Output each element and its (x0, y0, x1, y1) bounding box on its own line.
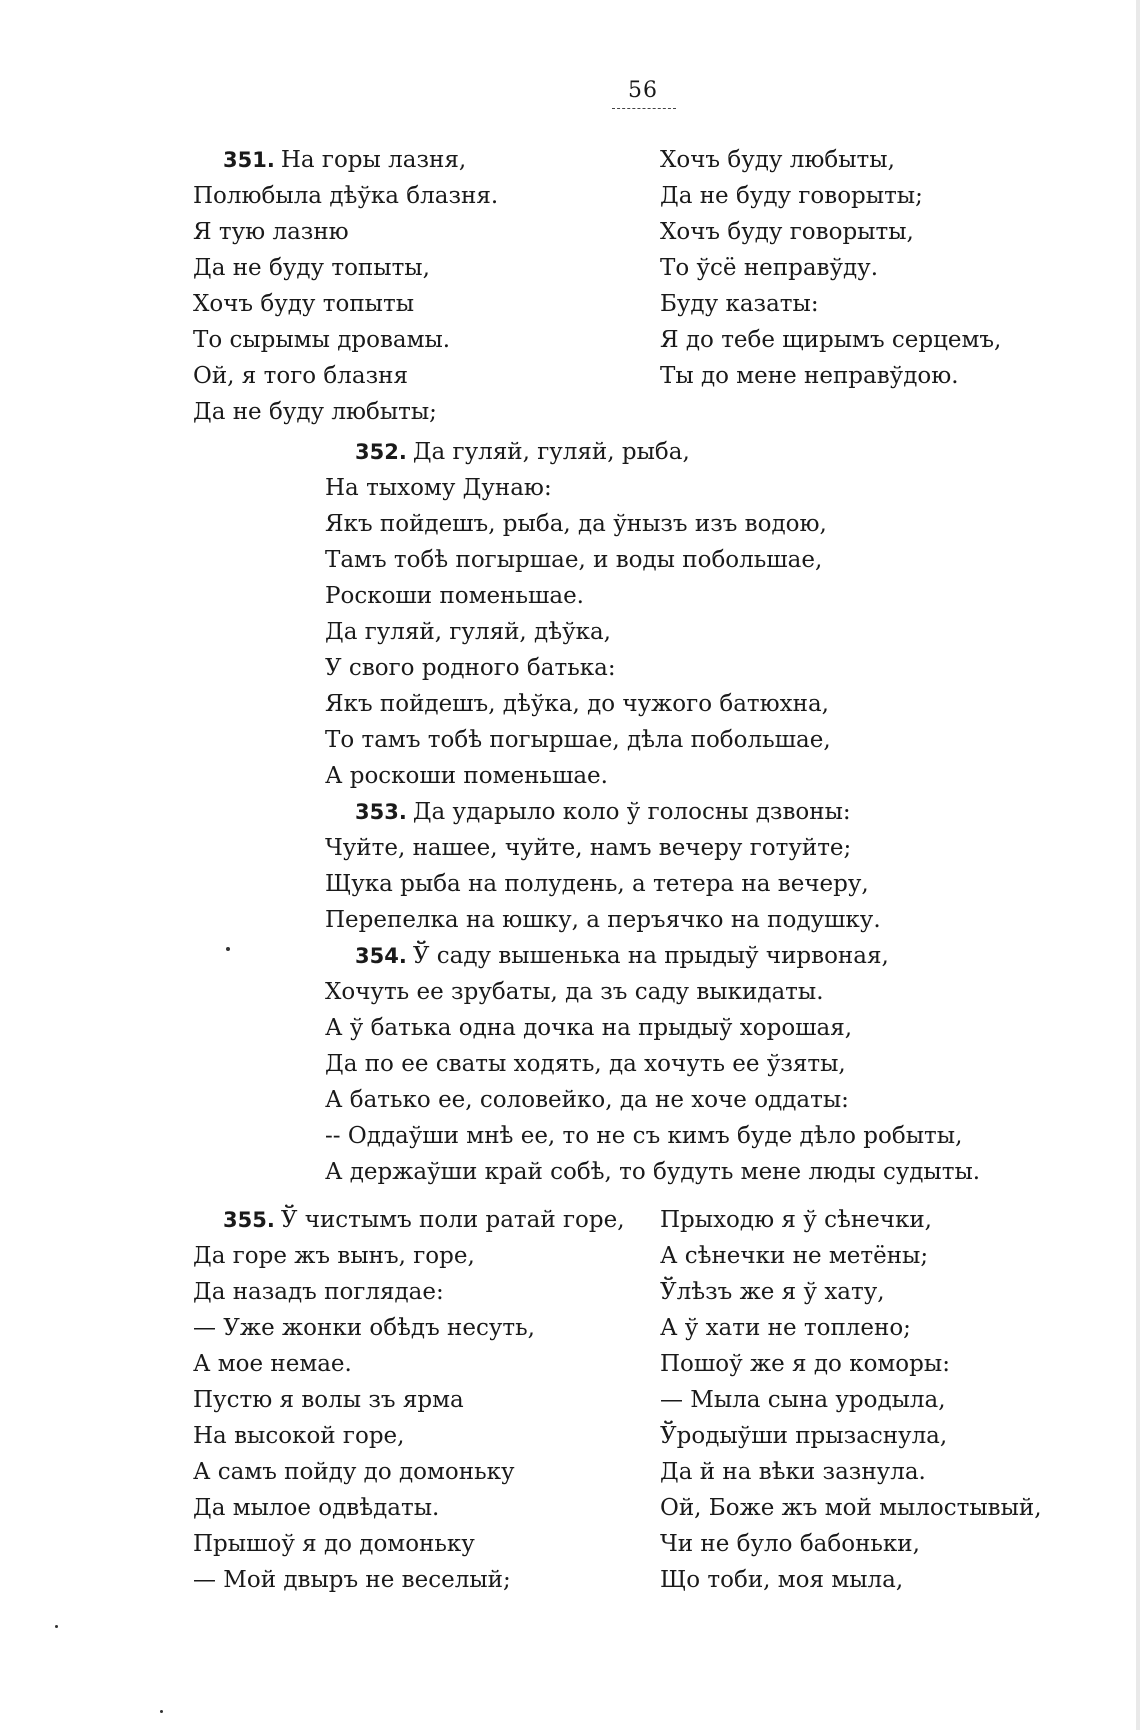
poem-351-line-14: Я до тебе щирымъ серцемъ, (660, 327, 1002, 353)
poem-355-line-10: Прышоў я до домоньку (193, 1531, 475, 1557)
poem-352-line-4: Тамъ тобѣ погыршае, и воды побольшае, (325, 547, 823, 573)
poem-351-line-5: Хочъ буду топыты (193, 291, 414, 317)
poem-351-line-10: Да не буду говорыты; (660, 183, 923, 209)
poem-354-line-4: Да по ее сваты ходять, да хочуть ее ўзяты, (325, 1051, 846, 1077)
poem-355-line-9: Да мылое одвѣдаты. (193, 1495, 440, 1521)
poem-351-line-1 (223, 145, 466, 175)
print-speck (55, 1625, 58, 1628)
poem-351-number: 351. (223, 148, 275, 172)
poem-353-line-1 (355, 797, 851, 827)
poem-355-line-20: Ой, Боже жъ мой мылостывый, (660, 1495, 1042, 1521)
poem-355-line-5: А мое немае. (193, 1351, 352, 1377)
poem-355-line-1-text: Ў чистымъ поли ратай горе, (280, 1207, 625, 1233)
poem-355-line-12: Прыходю я ў сѣнечки, (660, 1207, 932, 1233)
poem-351-line-2: Полюбыла дѣўка блазня. (193, 183, 499, 209)
poem-355-line-2: Да горе жъ вынъ, горе, (193, 1243, 475, 1269)
poem-352-line-3: Якъ пойдешъ, рыба, да ўнызъ изъ водою, (325, 511, 827, 537)
page-number: 56 (628, 78, 658, 103)
poem-355-line-7: На высокой горе, (193, 1423, 405, 1449)
poem-353-line-2: Чуйте, нашее, чуйте, намъ вечеру готуйте; (325, 835, 852, 861)
poem-355-line-8: А самъ пойду до домоньку (193, 1459, 515, 1485)
poem-355-line-22: Що тоби, моя мыла, (660, 1567, 904, 1593)
page-edge (1136, 0, 1140, 1730)
poem-355-number: 355. (223, 1208, 275, 1232)
poem-354-number: 354. (355, 944, 407, 968)
poem-351-line-3: Я тую лазню (193, 219, 349, 245)
poem-351-line-8: Да не буду любыты; (193, 399, 437, 425)
poem-355-line-14: Ўлѣзъ же я ў хату, (660, 1279, 885, 1305)
poem-352-line-7: У свого родного батька: (325, 655, 616, 681)
poem-351-line-15: Ты до мене неправўдою. (660, 363, 959, 389)
poem-351-line-6: То сырымы дровамы. (193, 327, 451, 353)
poem-351-line-12: То ўсё неправўду. (660, 255, 879, 281)
poem-352-line-2: На тыхому Дунаю: (325, 475, 552, 501)
poem-355-line-1 (223, 1205, 625, 1235)
poem-354-line-7: А держаўши край собѣ, то будуть мене люды судыты. (325, 1159, 981, 1185)
poem-353-number: 353. (355, 800, 407, 824)
poem-355-line-11: — Мой двыръ не веселый; (193, 1567, 511, 1593)
poem-354-line-5: А батько ее, соловейко, да не хоче оддаты: (325, 1087, 849, 1113)
poem-355-line-17: — Мыла сына уродыла, (660, 1387, 946, 1413)
poem-355-line-19: Да й на вѣки зазнула. (660, 1459, 926, 1485)
poem-352-line-9: То тамъ тобѣ погыршае, дѣла побольшае, (325, 727, 831, 753)
poem-355-line-3: Да назадъ поглядае: (193, 1279, 444, 1305)
poem-354-line-3: А ў батька одна дочка на прыдыў хорошая, (325, 1015, 853, 1041)
poem-352-line-6: Да гуляй, гуляй, дѣўка, (325, 619, 611, 645)
poem-352-line-8: Якъ пойдешъ, дѣўка, до чужого батюхна, (325, 691, 829, 717)
poem-351-line-7: Ой, я того блазня (193, 363, 408, 389)
poem-351-line-11: Хочъ буду говорыты, (660, 219, 914, 245)
poem-353-line-3: Щука рыба на полудень, а тетера на вечеру, (325, 871, 869, 897)
poem-354-line-6: -- Оддаўши мнѣ ее, то не съ кимъ буде дѣло робыты, (325, 1123, 963, 1149)
poem-355-line-18: Ўродыўши прызаснула, (660, 1423, 948, 1449)
poem-352-line-5: Роскоши поменьшае. (325, 583, 584, 609)
poem-354-line-1-text: Ў саду вышенька на прыдыў чирвоная, (412, 943, 889, 969)
poem-352-line-1 (355, 437, 690, 467)
poem-353-line-4: Перепелка на юшку, а перъячко на подушку. (325, 907, 881, 933)
poem-351-line-4: Да не буду топыты, (193, 255, 430, 281)
poem-354-line-1 (355, 941, 889, 971)
poem-355-line-4: — Уже жонки обѣдъ несуть, (193, 1315, 535, 1341)
poem-355-line-13: А сѣнечки не метёны; (660, 1243, 929, 1269)
poem-351-line-1-text: На горы лазня, (280, 147, 467, 173)
poem-351-line-13: Буду казаты: (660, 291, 819, 317)
poem-355-line-6: Пустю я волы зъ ярма (193, 1387, 464, 1413)
poem-352-line-10: А роскоши поменьшае. (325, 763, 608, 789)
poem-355-line-21: Чи не було бабоньки, (660, 1531, 920, 1557)
poem-352-line-1-text: Да гуляй, гуляй, рыба, (412, 439, 690, 465)
poem-355-line-16: Пошоў же я до коморы: (660, 1351, 950, 1377)
print-speck (226, 947, 230, 951)
print-speck (160, 1710, 163, 1713)
poem-352-number: 352. (355, 440, 407, 464)
poem-354-line-2: Хочуть ее зрубаты, да зъ саду выкидаты. (325, 979, 824, 1005)
poem-355-line-15: А ў хати не топлено; (660, 1315, 911, 1341)
poem-353-line-1-text: Да ударыло коло ў голосны дзвоны: (412, 799, 851, 825)
page-number-rule (612, 108, 676, 109)
poem-351-line-9: Хочъ буду любыты, (660, 147, 895, 173)
